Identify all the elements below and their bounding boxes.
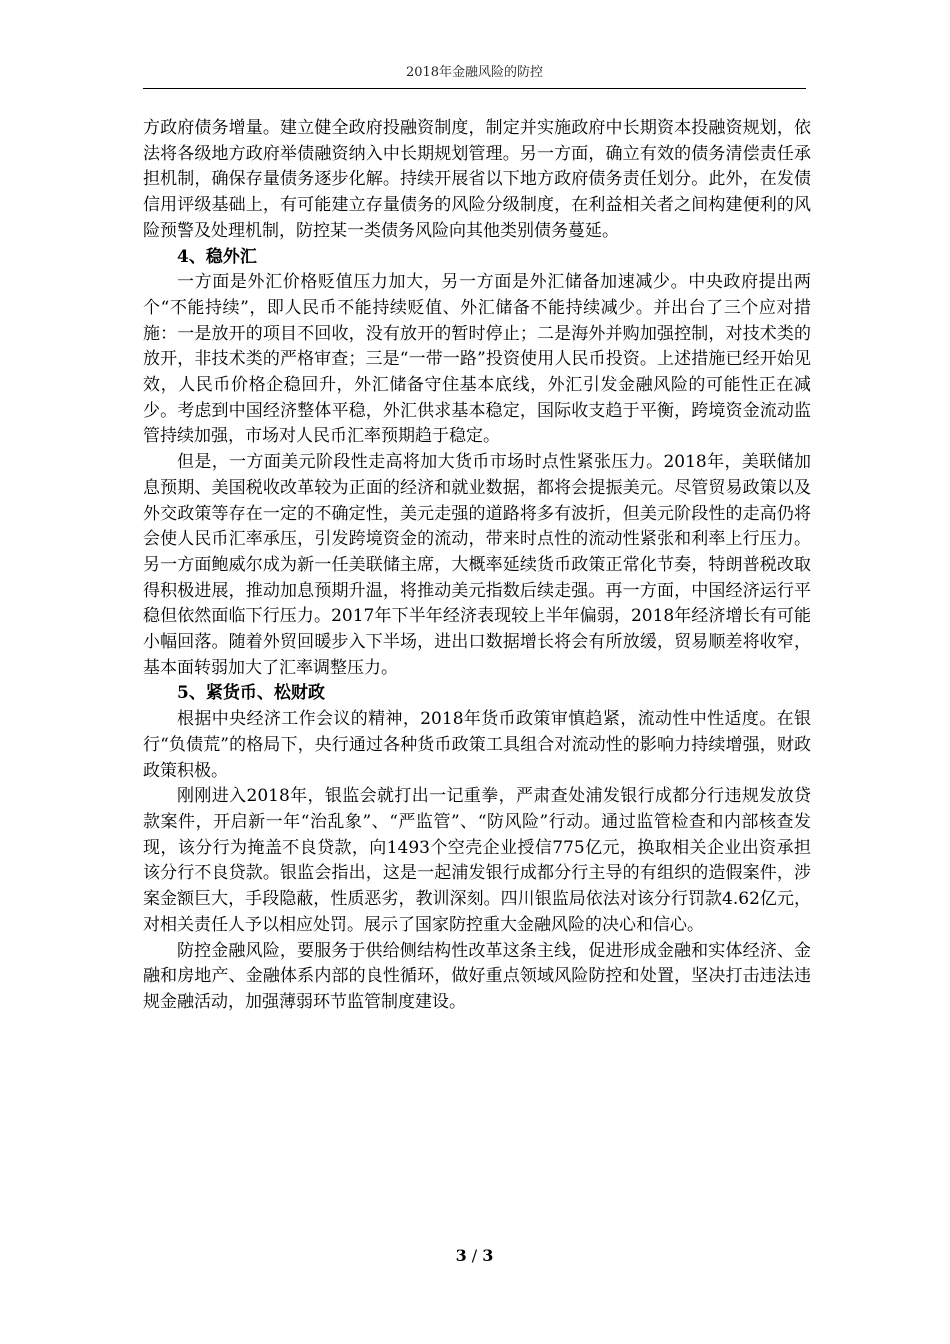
page-header-title: 2018年金融风险的防控 xyxy=(405,65,544,80)
total-pages: 3 xyxy=(482,1246,494,1265)
paragraph-local-debt: 方政府债务增量。建立健全政府投融资制度，制定并实施政府中长期资本投融资规划，依法将各级地方政府举债融资纳入中长期规划管理。另一方面，确立有效的债务清偿责任承担机制，确保存量债务逐步化解。持续开展省以下地方政府债务责任划分。此外，在发债信用评级基础上，有可能建立存量债务的风险分级制度，在利益相关者之间构建便利的风险预警及处理机制，防控某一类债务风险向其他类别债务蔓延。 xyxy=(143,118,811,241)
paragraph-monetary-policy: 根据中央经济工作会议的精神，2018年货币政策审慎趋紧，流动性中性适度。在银行“负债荒”的格局下，央行通过各种货币政策工具组合对流动性的影响力持续增强，财政政策积极。 xyxy=(143,709,811,781)
document-body xyxy=(143,116,811,1016)
paragraph-dollar-pressure: 但是，一方面美元阶段性走高将加大货币市场时点性紧张压力。2018年，美联储加息预期、美国税收改革较为正面的经济和就业数据，都将会提振美元。尽管贸易政策以及外交政策等存在一定的不确定性，美元走强的道路将多有波折，但美元阶段性的走高仍将会使人民币汇率承压，引发跨境资金的流动，带来时点性的流动性紧张和利率上行压力。另一方面鲍威尔成为新一任美联储主席，大概率延续货币政策正常化节奏，特朗普税改取得积极进展，推动加息预期升温，将推动美元指数后续走强。再一方面，中国经济运行平稳但依然面临下行压力。2017年下半年经济表现较上半年偏弱，2018年经济增长有可能小幅回落。随着外贸回暖步入下半场，进出口数据增长将会有所放缓，贸易顺差将收窄，基本面转弱加大了汇率调整压力。 xyxy=(143,452,811,678)
paragraph-forex-measures: 一方面是外汇价格贬值压力加大，另一方面是外汇储备加速减少。中央政府提出两个“不能持续”，即人民币不能持续贬值、外汇储备不能持续减少。并出台了三个应对措施：一是放开的项目不回收，没有放开的暂时停止；二是海外并购加强控制，对技术类的放开，非技术类的严格审查；三是“一带一路”投资使用人民币投资。上述措施已经开始见效，人民币价格企稳回升，外汇储备守住基本底线，外汇引发金融风险的可能性正在减少。考虑到中国经济整体平稳，外汇供求基本稳定，国际收支趋于平衡，跨境资金流动监管持续加强，市场对人民币汇率预期趋于稳定。 xyxy=(143,272,811,447)
section-heading-monetary-fiscal: 5、紧货币、松财政 xyxy=(177,683,325,704)
current-page: 3 xyxy=(455,1246,467,1265)
header-divider xyxy=(143,88,806,89)
paragraph-risk-control: 防控金融风险，要服务于供给侧结构性改革这条主线，促进形成金融和实体经济、金融和房地产、金融体系内部的良性循环，做好重点领域风险防控和处置，坚决打击违法违规金融活动，加强薄弱环节监管制度建设。 xyxy=(143,940,811,1012)
section-heading-forex: 4、稳外汇 xyxy=(177,246,257,267)
paragraph-spdb-case: 刚刚进入2018年，银监会就打出一记重拳，严肃查处浦发银行成都分行违规发放贷款案件，开启新一年“治乱象”、“严监管”、“防风险”行动。通过监管检查和内部核查发现，该分行为掩盖不良贷款，向1493个空壳企业授信775亿元，换取相关企业出资承担该分行不良贷款。银监会指出，这是一起浦发银行成都分行主导的有组织的造假案件，涉案金额巨大，手段隐蔽，性质恶劣，教训深刻。四川银监局依法对该分行罚款4.62亿元，对相关责任人予以相应处罚。展示了国家防控重大金融风险的决心和信心。 xyxy=(143,786,811,935)
page-separator: / xyxy=(466,1246,483,1265)
page-number xyxy=(143,1246,806,1266)
